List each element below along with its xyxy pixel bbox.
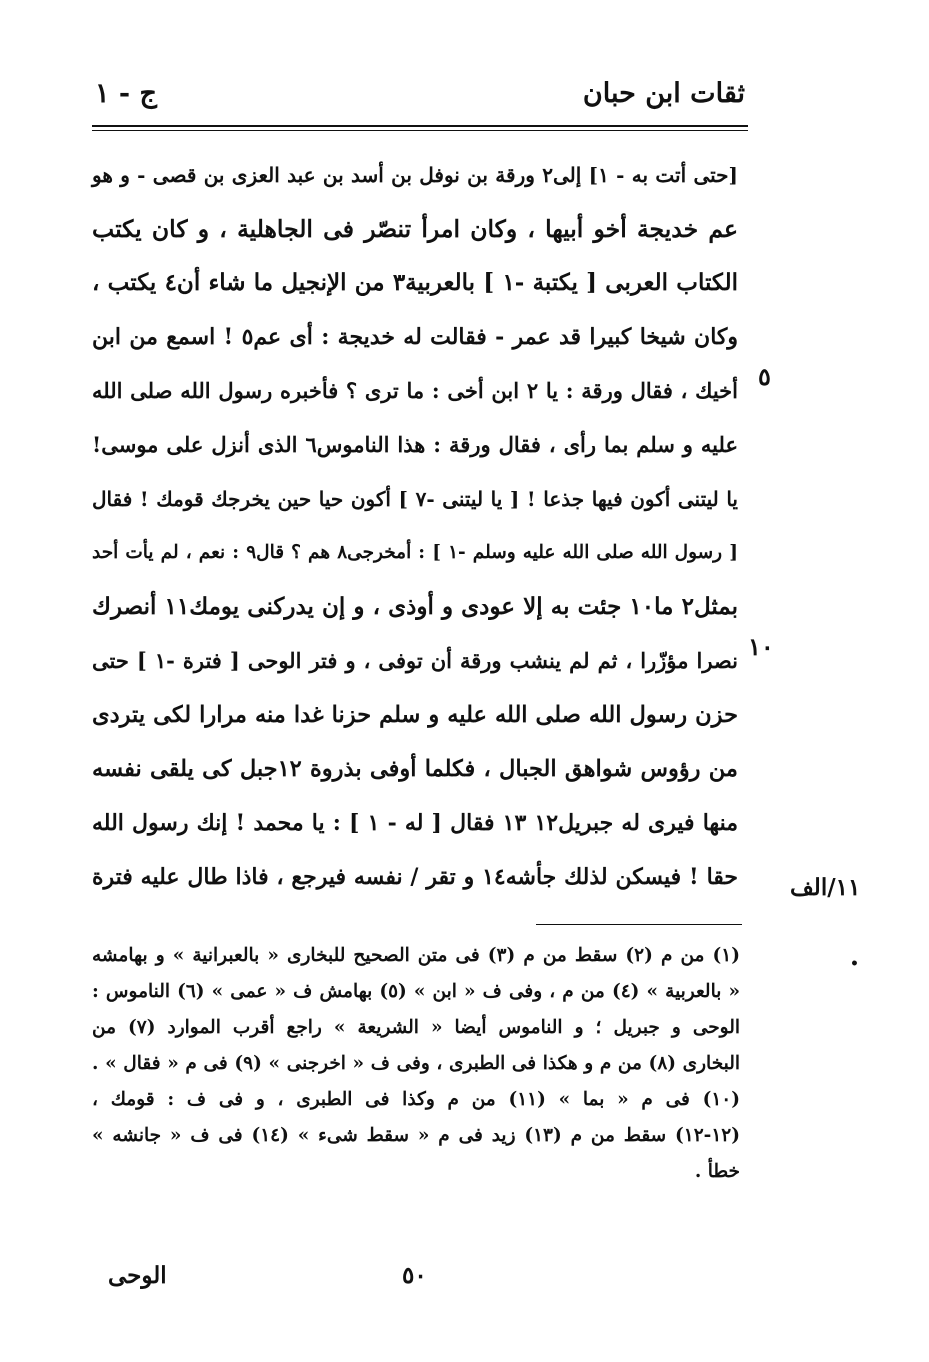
footnote-line: (١) من م (٢) سقط من م (٣) فى متن الصحيح للبخارى « بالعبرانية » و بهامشه — [92, 945, 740, 966]
text-line: من رؤوس شواهق الجبال ، فكلما أوفى بذروة ١٢جبل كى يلقى نفسه — [92, 756, 738, 782]
margin-dot: • — [850, 956, 859, 972]
line-number-10: ١٠ — [748, 632, 774, 661]
footnote-line: « بالعربية » (٤) من م ، وفى ف « ابن » (٥) بهامش ف « عمى » (٦) الناموس : — [92, 981, 741, 1002]
page-footer — [0, 1262, 929, 1302]
running-foot: الوحى — [108, 1262, 167, 1289]
text-line: حزن رسول الله صلى الله عليه و سلم حزنا غدا منه مرارا لكى يتردى — [92, 702, 738, 728]
folio-margin-note: ١١/الف — [790, 874, 861, 901]
text-line: وكان شيخا كبيرا قد عمر - فقالت له خديجة : أى عم٥ ! اسمع من ابن — [92, 324, 739, 350]
footnote-line: الوحى و جبريل ؛ و الناموس أيضا « الشريعة » راجع أقرب الموارد (٧) من — [92, 1017, 741, 1038]
header-rule-thin — [92, 130, 748, 131]
footnotes — [92, 938, 740, 1190]
footnote-rule — [536, 924, 742, 925]
text-line: أخيك ، فقال ورقة : يا ٢ ابن أخى : ما ترى ؟ فأخبره رسول الله صلى الله — [92, 378, 739, 403]
footnote-line: البخارى (٨) من م و هكذا فى الطبرى ، وفى ف « اخرجنى » (٩) فى م « فقال » . — [92, 1053, 740, 1074]
text-line: بمثل٢ ما١٠ جئت به إلا عودى و أوذى ، و إن يدركنى يومك١١ أنصرك — [92, 593, 738, 620]
footnote-line: (١٢-١٢) سقط من م (١٣) زيد فى م « سقط شىء » (١٤) فى ف « جانشه » — [92, 1125, 740, 1146]
text-line: الكتاب العربى [ يكتبة -١ ] بالعربية٣ من الإنجيل ما شاء أن٤ يكتب ، — [92, 269, 738, 296]
line-number-5: ٥ — [758, 362, 771, 391]
text-line: منها فيرى له جبريل١٢ ١٣ فقال [ له - ١ ] : يا محمد ! إنك رسول الله — [92, 810, 738, 836]
header-rule — [92, 125, 748, 127]
text-line: حقا ! فيسكن لذلك جأشه١٤ و تقر / نفسه فيرجع ، فاذا طال عليه فترة — [92, 864, 738, 890]
footnote-line: خطأ . — [694, 1161, 740, 1182]
footnote-line: (١٠) فى م « بما » (١١) من م وكذا فى الطبرى ، و فى ف : قومك ، — [92, 1089, 740, 1110]
book-title: ثقات ابن حبان — [582, 78, 745, 109]
page-header — [95, 78, 745, 122]
text-line: عليه و سلم بما رأى ، فقال ورقة : هذا الناموس٦ الذى أنزل على موسى! — [92, 432, 738, 457]
text-line: عم خديجة أخو أبيها ، وكان امرأ تنصّر فى الجاهلية ، و كان يكتب — [92, 215, 738, 243]
text-line: يا ليتنى أكون فيها جذعا ! [ يا ليتنى -٧ ] أكون حيا حين يخرجك قومك ! فقال — [92, 487, 738, 511]
text-line: [ رسول الله صلى الله عليه وسلم -١ ] : أمخرجى٨ هم ؟ قال٩ : نعم ، لم يأت أحد — [92, 542, 738, 563]
main-text — [92, 148, 738, 904]
text-line: [حتى أتت به - ١] إلى٢ ورقة بن نوفل بن أسد بن عبد العزى بن قصى - و هو — [92, 163, 738, 187]
page-number: ٥٠ — [402, 1262, 427, 1289]
text-line: نصرا مؤزّرا ، ثم لم ينشب ورقة أن توفى ، و فتر الوحى [ فترة -١ ] حتى — [92, 648, 738, 673]
volume-label: ج - ١ — [95, 78, 157, 109]
